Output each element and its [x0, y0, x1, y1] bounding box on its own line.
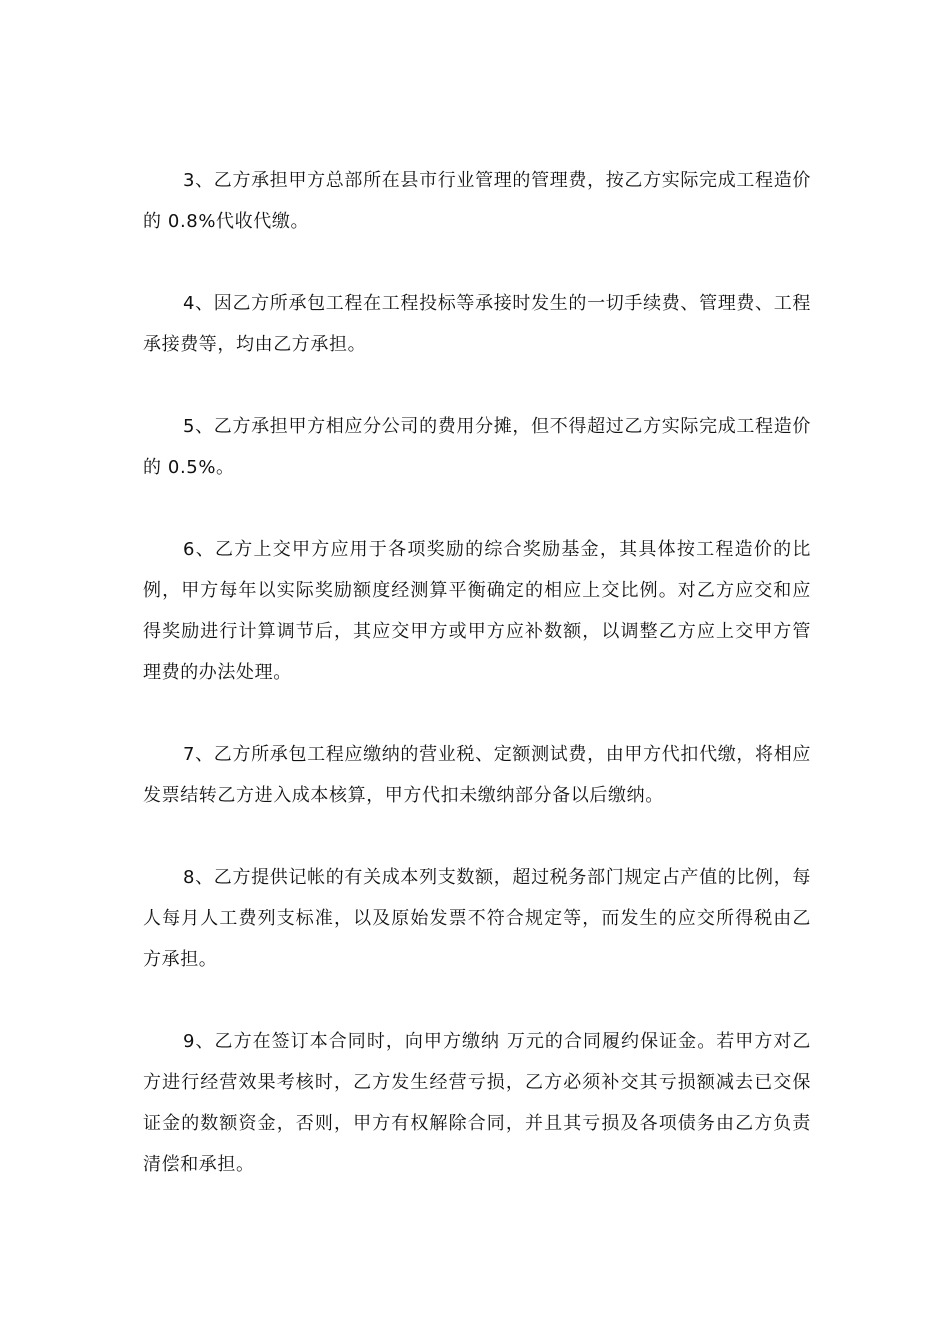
- clause-3-paragraph: 3、乙方承担甲方总部所在县市行业管理的管理费，按乙方实际完成工程造价的 0.8%代收代缴。: [143, 170, 811, 232]
- document-body: [143, 160, 811, 1185]
- clause-7-paragraph: 7、乙方所承包工程应缴纳的营业税、定额测试费，由甲方代扣代缴，将相应发票结转乙方进入成本核算，甲方代扣未缴纳部分备以后缴纳。: [143, 744, 811, 806]
- clause-9-paragraph: 9、乙方在签订本合同时，向甲方缴纳 万元的合同履约保证金。若甲方对乙方进行经营效果考核时，乙方发生经营亏损，乙方必须补交其亏损额减去已交保证金的数额资金，否则，甲方有权解除合同，并且其亏损及各项债务由乙方负责清偿和承担。: [143, 1031, 811, 1175]
- clause-8-paragraph: 8、乙方提供记帐的有关成本列支数额，超过税务部门规定占产值的比例，每人每月人工费列支标准，以及原始发票不符合规定等，而发生的应交所得税由乙方承担。: [143, 867, 811, 970]
- clause-4-paragraph: 4、因乙方所承包工程在工程投标等承接时发生的一切手续费、管理费、工程承接费等，均由乙方承担。: [143, 293, 811, 355]
- clause-5-paragraph: 5、乙方承担甲方相应分公司的费用分摊，但不得超过乙方实际完成工程造价的 0.5%。: [143, 416, 811, 478]
- clause-6-paragraph: 6、乙方上交甲方应用于各项奖励的综合奖励基金，其具体按工程造价的比例，甲方每年以实际奖励额度经测算平衡确定的相应上交比例。对乙方应交和应得奖励进行计算调节后，其应交甲方或甲方应补数额，以调整乙方应上交甲方管理费的办法处理。: [143, 539, 811, 683]
